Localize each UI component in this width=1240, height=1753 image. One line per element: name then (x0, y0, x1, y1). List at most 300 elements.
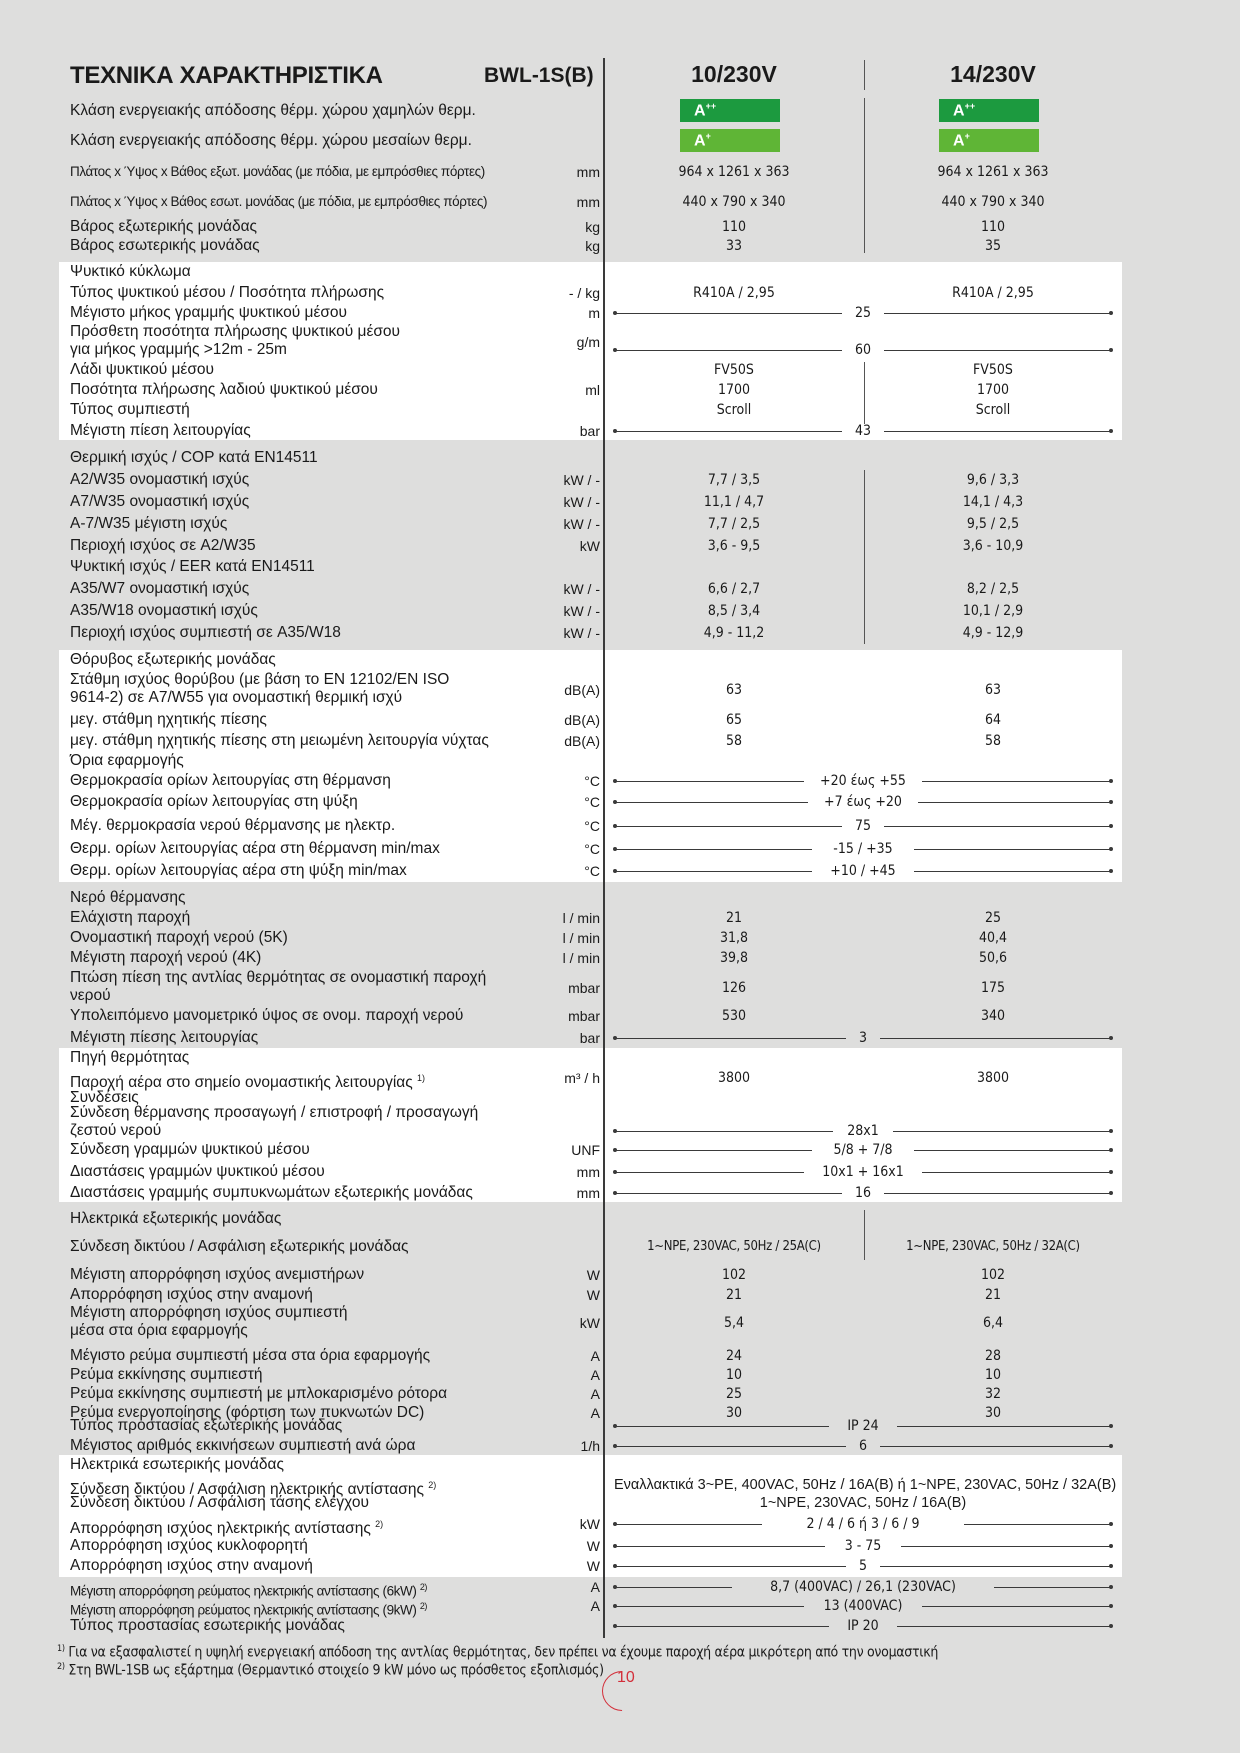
row-label: Μέγιστη απορρόφηση ισχύος συμπιεστή (70, 1304, 348, 1321)
value-col1: 126 (721, 980, 747, 996)
span-value: +7 έως +20 (824, 794, 902, 810)
row-label-text: Σύνδεση γραμμών ψυκτικού μέσου (70, 1141, 310, 1158)
unit: mm (576, 1185, 600, 1201)
value-col1: 63 (725, 682, 743, 698)
row-label (70, 1184, 473, 1202)
value-col1: 5,4 (723, 1315, 745, 1331)
unit: kW / - (563, 472, 600, 488)
row-label (70, 1238, 409, 1256)
energy-class-letter: A (953, 132, 965, 150)
span-value: 28x1 (847, 1123, 879, 1139)
row-label: Πρόσθετη ποσότητα πλήρωσης ψυκτικού μέσου (70, 323, 401, 340)
value-col1: 10 (725, 1367, 743, 1383)
row-label-text: Νερό θέρμανσης (70, 889, 186, 906)
unit: A (590, 1598, 600, 1614)
unit: kW (579, 1516, 600, 1532)
col-separator (864, 60, 865, 90)
unit: W (586, 1558, 600, 1574)
row-label-text: A2/W35 ονομαστική ισχύς (70, 471, 250, 488)
range-span (614, 1163, 1112, 1181)
row-label-text: A35/W18 ονομαστική ισχύς (70, 602, 258, 619)
range-span (614, 1417, 1112, 1435)
energy-class-sup: + (705, 131, 711, 141)
row-label (70, 401, 190, 419)
value-col2: 1~NPE, 230VAC, 50Hz / 32A(C) (906, 1239, 1080, 1254)
row-label-text: Πλάτος x Ύψος x Βάθος εξωτ. μονάδας (με πόδια, με εμπρόσθιες πόρτες) (70, 164, 485, 179)
row-label (70, 602, 258, 620)
value-col1: 3,6 - 9,5 (707, 538, 761, 554)
row-label (70, 1007, 463, 1025)
value-col2: 3,6 - 10,9 (962, 538, 1024, 554)
row-label-text: Απορρόφηση ισχύος ηλεκτρικής αντίστασης (70, 1520, 371, 1538)
span-value: 43 (854, 423, 872, 439)
row-label-text: Ψυκτικό κύκλωμα (70, 263, 191, 280)
row-label (70, 1494, 369, 1512)
row-label (70, 304, 347, 322)
value-col1: 1~NPE, 230VAC, 50Hz / 25A(C) (647, 1239, 821, 1254)
unit: UNF (571, 1142, 600, 1158)
row-label (70, 580, 249, 598)
row-label (70, 1515, 383, 1538)
unit: l / min (562, 930, 600, 946)
row-label-cont: ζεστού νερού (70, 1122, 162, 1139)
unit: mbar (568, 1008, 600, 1024)
unit: - / kg (568, 285, 600, 301)
shared-value: 1~NPE, 230VAC, 50Hz / 16A(B) (759, 1495, 967, 1511)
row-label (70, 163, 485, 181)
value-col2: 58 (984, 733, 1002, 749)
row-label-text: Τύπος προστασίας εσωτερικής μονάδας (70, 1617, 345, 1634)
span-value: IP 20 (847, 1618, 879, 1634)
value-col1: 6,6 / 2,7 (707, 581, 761, 597)
model-name: BWL-1S(B) (484, 64, 594, 87)
range-span (614, 793, 1112, 811)
row-label-text: Μέγιστος αριθμός εκκινήσεων συμπιεστή ανά ώρα (70, 1437, 416, 1454)
row-label-text: Πηγή θερμότητας (70, 1049, 190, 1066)
row-label (70, 449, 318, 467)
row-label (70, 752, 184, 770)
row-label-text: Βάρος εξωτερικής μονάδας (70, 218, 258, 235)
row-label-text: Μέγιστη απορρόφηση ρεύματος ηλεκτρικής αντίστασης (9kW) (70, 1602, 417, 1618)
col-separator (864, 1210, 865, 1260)
unit: °C (584, 841, 600, 857)
value-col2: 964 x 1261 x 363 (937, 164, 1049, 180)
col-separator (864, 470, 865, 644)
value-col2: 25 (984, 910, 1002, 926)
row-label-text: Θόρυβος εξωτερικής μονάδας (70, 651, 276, 668)
span-value: 3 - 75 (844, 1538, 882, 1554)
value-col1: 964 x 1261 x 363 (678, 164, 790, 180)
row-label-text: Μέγιστη παροχή νερού (4K) (70, 949, 262, 966)
value-col2: 4,9 - 12,9 (962, 625, 1024, 641)
col-separator (864, 362, 865, 424)
row-label-text: Μέγιστη απορρόφηση ισχύος ανεμιστήρων (70, 1266, 365, 1283)
row-label (70, 732, 489, 750)
row-label-text: Ονομαστική παροχή νερού (5K) (70, 929, 288, 946)
span-value: +10 / +45 (830, 863, 896, 879)
unit: kW / - (563, 494, 600, 510)
row-label (70, 558, 315, 576)
value-col1: 31,8 (719, 930, 749, 946)
unit: l / min (562, 910, 600, 926)
unit: ml (585, 382, 600, 398)
range-span (614, 1557, 1112, 1575)
row-label (70, 949, 261, 967)
row-label-text: Ρεύμα ενεργοποίησης (φόρτιση των πυκνωτών DC) (70, 1404, 425, 1421)
row-label-text: μεγ. στάθμη ηχητικής πίεσης (70, 711, 267, 728)
energy-class-letter: A (694, 102, 706, 120)
value-col1: 8,5 / 3,4 (707, 603, 761, 619)
row-label-cont: 9614-2) σε A7/W55 για ονομαστική θερμική ισχύ (70, 689, 403, 706)
row-label: Στάθμη ισχύος θορύβου (με βάση το EN 12102/EN ISO (70, 671, 450, 688)
row-label (70, 840, 440, 858)
value-col2: 440 x 790 x 340 (941, 194, 1045, 210)
row-label-text: Σύνδεση δικτύου / Ασφάλιση εξωτερικής μονάδας (70, 1238, 409, 1255)
row-label (70, 1029, 258, 1047)
unit: dB(A) (564, 712, 600, 728)
value-col2: 3800 (976, 1070, 1010, 1086)
value-col2: 32 (984, 1386, 1002, 1402)
span-value: 5 (858, 1558, 867, 1574)
value-col1: 110 (721, 219, 747, 235)
row-label-text: Μέγ. θερμοκρασία νερού θέρμανσης με ηλεκτρ. (70, 817, 396, 834)
row-label (70, 381, 378, 399)
column-header-1: 10/230V (691, 61, 777, 87)
row-label-text: Όρια εφαρμογής (70, 752, 184, 769)
row-label-text: μεγ. στάθμη ηχητικής πίεσης στη μειωμένη λειτουργία νύχτας (70, 732, 489, 749)
value-col1: 25 (725, 1386, 743, 1402)
unit: kW / - (563, 625, 600, 641)
row-label-cont: νερού (70, 987, 111, 1004)
value-col2: 63 (984, 682, 1002, 698)
row-label-text: Διαστάσεις γραμμών ψυκτικού μέσου (70, 1163, 325, 1180)
footnote-ref: 1) (417, 1073, 426, 1083)
range-span (614, 1141, 1112, 1159)
unit: A (590, 1579, 600, 1595)
range-span (614, 1597, 1112, 1615)
footnote-text: Για να εξασφαλιστεί η υψηλή ενεργειακή απόδοση της αντλίας θερμότητας, δεν πρέπει να έχουμε παροχή αέρα μικρότερη από την ονομαστική (68, 1644, 939, 1661)
energy-class-letter: A (953, 102, 965, 120)
row-label-text: Πλάτος x Ύψος x Βάθος εσωτ. μονάδας (με πόδια, με εμπρόσθιες πόρτες) (70, 194, 488, 209)
range-span (614, 1515, 1112, 1533)
unit: W (586, 1267, 600, 1283)
value-col1: 440 x 790 x 340 (682, 194, 786, 210)
column-header-2: 14/230V (950, 61, 1036, 87)
span-value: 75 (854, 818, 872, 834)
value-col1: 530 (721, 1008, 747, 1024)
main-divider (603, 58, 605, 1638)
row-label-text: Περιοχή ισχύος συμπιεστή σε A35/W18 (70, 624, 341, 641)
row-label (70, 1437, 415, 1455)
row-label (70, 1417, 342, 1435)
row-label-text: Μέγιστο ρεύμα συμπιεστή μέσα στα όρια εφαρμογής (70, 1347, 431, 1364)
row-label-text: Σύνδεση δικτύου / Ασφάλιση τάσης ελέγχου (70, 1494, 369, 1511)
unit: °C (584, 818, 600, 834)
footnote-2 (57, 1659, 604, 1679)
row-label (70, 862, 407, 880)
row-label-cont: μέσα στα όρια εφαρμογής (70, 1322, 248, 1339)
span-value: 25 (854, 305, 872, 321)
range-span (614, 341, 1112, 359)
value-col1: 30 (725, 1405, 743, 1421)
unit: m³ / h (564, 1070, 600, 1086)
unit: mm (576, 194, 600, 210)
value-col2: 10 (984, 1367, 1002, 1383)
row-label-text: Θερμοκρασία ορίων λειτουργίας στη ψύξη (70, 793, 358, 810)
footnote-ref: 2) (375, 1519, 384, 1529)
row-label-text: Σύνδεση δικτύου / Ασφάλιση ηλεκτρικής αντίστασης (70, 1481, 424, 1499)
row-label-text: Μέγιστη απορρόφηση ρεύματος ηλεκτρικής αντίστασης (6kW) (70, 1583, 417, 1599)
value-col2: 35 (984, 238, 1002, 254)
row-label-text: Απορρόφηση ισχύος στην αναμονή (70, 1557, 313, 1574)
row-label-text: A7/W35 ονομαστική ισχύς (70, 493, 250, 510)
row-label (70, 193, 487, 211)
range-span (614, 772, 1112, 790)
row-label-text: Περιοχή ισχύος σε A2/W35 (70, 537, 256, 554)
row-label-text: Θερμοκρασία ορίων λειτουργίας στη θέρμανση (70, 772, 391, 789)
value-col1: 7,7 / 2,5 (707, 516, 761, 532)
span-value: IP 24 (847, 1418, 879, 1434)
row-label (70, 929, 288, 947)
row-label (70, 218, 257, 236)
range-span (614, 1029, 1112, 1047)
row-label (70, 651, 276, 669)
footnote-ref: 2) (428, 1480, 437, 1490)
row-label (70, 1366, 262, 1384)
row-label (70, 909, 190, 927)
unit: A (590, 1348, 600, 1364)
unit: l / min (562, 950, 600, 966)
value-col1: R410A / 2,95 (693, 285, 775, 301)
shared-value: Εναλλακτικά 3~PE, 400VAC, 50Hz / 16A(B) ή 1~NPE, 230VAC, 50Hz / 32A(B) (614, 1477, 1117, 1493)
row-label-text: Ρεύμα εκκίνησης συμπιεστή με μπλοκαρισμένο ρότορα (70, 1385, 448, 1402)
value-col1: 7,7 / 3,5 (707, 472, 761, 488)
row-label (70, 889, 186, 907)
span-value: 5/8 + 7/8 (833, 1142, 893, 1158)
footnote-mark: 2) (57, 1662, 65, 1672)
unit: mm (576, 1164, 600, 1180)
row-label (70, 772, 391, 790)
row-label-text: Ρεύμα εκκίνησης συμπιεστή (70, 1366, 263, 1383)
energy-low-label: Κλάση ενεργειακής απόδοσης θέρμ. χώρου χαμηλών θερμ. (70, 102, 476, 119)
range-span (614, 862, 1112, 880)
unit: 1/h (580, 1438, 600, 1454)
row-label (70, 624, 341, 642)
row-label-text: Μέγιστη πίεση λειτουργίας (70, 422, 251, 439)
row-label-text: Ποσότητα πλήρωσης λαδιού ψυκτικού μέσου (70, 381, 378, 398)
row-label (70, 1617, 345, 1635)
value-col1: 65 (725, 712, 743, 728)
row-label (70, 1557, 313, 1575)
span-value: -15 / +35 (833, 841, 893, 857)
row-label-text: Ψυκτική ισχύς / EER κατά EN14511 (70, 558, 315, 575)
unit: °C (584, 794, 600, 810)
span-value: 3 (858, 1030, 867, 1046)
range-span (614, 1184, 1112, 1202)
value-col2: 9,5 / 2,5 (966, 516, 1020, 532)
value-col1: Scroll (716, 402, 752, 418)
value-col1: FV50S (714, 362, 754, 378)
unit: kW / - (563, 516, 600, 532)
value-col2: 8,2 / 2,5 (966, 581, 1020, 597)
range-span (614, 304, 1112, 322)
row-label-text: Ηλεκτρικά εσωτερικής μονάδας (70, 1456, 284, 1473)
row-label (70, 1385, 447, 1403)
span-value: 10x1 + 16x1 (822, 1164, 904, 1180)
row-label-text: Λάδι ψυκτικού μέσου (70, 361, 215, 378)
value-col2: 30 (984, 1405, 1002, 1421)
row-label (70, 263, 191, 281)
span-value: 13 (400VAC) (823, 1598, 903, 1614)
unit: kW (579, 538, 600, 554)
row-label (70, 1210, 281, 1228)
row-label-text: Μέγιστη πίεσης λειτουργίας (70, 1029, 259, 1046)
value-col2: Scroll (975, 402, 1011, 418)
unit: mbar (568, 980, 600, 996)
value-col2: 28 (984, 1348, 1002, 1364)
unit: kg (585, 219, 600, 235)
range-span (614, 840, 1112, 858)
energy-class-sup: ++ (705, 101, 717, 111)
range-span (614, 1617, 1112, 1635)
unit: mm (576, 164, 600, 180)
span-value: 8,7 (400VAC) / 26,1 (230VAC) (770, 1579, 956, 1595)
energy-mid-label: Κλάση ενεργειακής απόδοσης θέρμ. χώρου μεσαίων θερμ. (70, 132, 472, 149)
range-span (614, 1578, 1112, 1596)
energy-class-sup: ++ (964, 101, 976, 111)
row-label-text: Απορρόφηση ισχύος στην αναμονή (70, 1286, 313, 1303)
unit: °C (584, 773, 600, 789)
value-col2: 40,4 (978, 930, 1008, 946)
value-col2: 9,6 / 3,3 (966, 472, 1020, 488)
span-value: 16 (854, 1185, 872, 1201)
value-col2: 175 (980, 980, 1006, 996)
row-label-cont: για μήκος γραμμής >12m - 25m (70, 341, 287, 358)
value-col1: 33 (725, 238, 743, 254)
row-label (70, 361, 214, 379)
unit: dB(A) (564, 682, 600, 698)
row-label: Σύνδεση θέρμανσης προσαγωγή / επιστροφή / προσαγωγή (70, 1104, 479, 1121)
col-separator (864, 98, 865, 253)
unit: m (588, 305, 600, 321)
row-label-text: Θερμ. ορίων λειτουργίας αέρα στη ψύξη min/max (70, 862, 407, 879)
row-label-text: Ηλεκτρικά εξωτερικής μονάδας (70, 1210, 282, 1227)
value-col1: 1700 (717, 382, 751, 398)
range-span (614, 817, 1112, 835)
value-col2: 14,1 / 4,3 (962, 494, 1024, 510)
value-col2: 110 (980, 219, 1006, 235)
value-col2: 6,4 (982, 1315, 1004, 1331)
page-number: 10 (617, 1669, 635, 1686)
footnote-text: Στη BWL-1SB ως εξάρτημα (Θερμαντικό στοιχείο 9 kW μόνο ως πρόσθετος εξοπλισμός) (68, 1662, 604, 1679)
row-label (70, 817, 395, 835)
value-col2: 102 (980, 1267, 1006, 1283)
value-col1: 21 (725, 1287, 743, 1303)
row-label (70, 1163, 325, 1181)
unit: g/m (576, 334, 600, 350)
value-col1: 24 (725, 1348, 743, 1364)
row-label (70, 537, 256, 555)
unit: bar (579, 423, 600, 439)
row-label-text: Συνδέσεις (70, 1089, 139, 1106)
span-value: 6 (858, 1438, 867, 1454)
value-col2: 340 (980, 1008, 1006, 1024)
unit: °C (584, 863, 600, 879)
row-label-text: Τύπος προστασίας εξωτερικής μονάδας (70, 1417, 343, 1434)
row-label (70, 1141, 310, 1159)
row-label: Πτώση πίεση της αντλίας θερμότητας σε ονομαστική παροχή (70, 969, 487, 986)
row-label (70, 237, 260, 255)
unit: W (586, 1538, 600, 1554)
row-label (70, 1347, 430, 1365)
span-value: 2 / 4 / 6 ή 3 / 6 / 9 (806, 1516, 920, 1532)
value-col1: 11,1 / 4,7 (703, 494, 765, 510)
row-label (70, 1266, 364, 1284)
energy-class-letter: A (694, 132, 706, 150)
unit: kg (585, 238, 600, 254)
unit: bar (579, 1030, 600, 1046)
footnote-ref: 2) (419, 1582, 428, 1592)
row-label-text: A-7/W35 μέγιστη ισχύς (70, 515, 228, 532)
span-value: 60 (854, 342, 872, 358)
row-label (70, 1537, 308, 1555)
value-col1: 58 (725, 733, 743, 749)
page-title: ΤΕΧΝΙΚΑ ΧΑΡΑΚΤΗΡΙΣΤΙΚΑ (70, 62, 383, 89)
unit: kW / - (563, 581, 600, 597)
span-value: +20 έως +55 (820, 773, 906, 789)
row-label (70, 284, 384, 302)
row-label (70, 515, 227, 533)
footnote-1 (57, 1641, 938, 1661)
value-col2: FV50S (973, 362, 1013, 378)
footnote-mark: 1) (57, 1644, 65, 1654)
unit: kW / - (563, 603, 600, 619)
unit: A (590, 1367, 600, 1383)
value-col1: 39,8 (719, 950, 749, 966)
row-label-text: Υπολειπόμενο μανομετρικό ύψος σε ονομ. παροχή νερού (70, 1007, 464, 1024)
value-col1: 102 (721, 1267, 747, 1283)
row-label-text: Θερμ. ορίων λειτουργίας αέρα στη θέρμανση min/max (70, 840, 440, 857)
value-col2: 21 (984, 1287, 1002, 1303)
value-col1: 21 (725, 910, 743, 926)
unit: dB(A) (564, 733, 600, 749)
row-label-text: Τύπος ψυκτικού μέσου / Ποσότητα πλήρωσης (70, 284, 385, 301)
value-col2: 1700 (976, 382, 1010, 398)
unit: kW (579, 1315, 600, 1331)
row-label-text: Βάρος εσωτερικής μονάδας (70, 237, 260, 254)
unit: A (590, 1405, 600, 1421)
range-span (614, 1122, 1112, 1140)
row-label (70, 471, 249, 489)
row-label (70, 1286, 313, 1304)
range-span (614, 1437, 1112, 1455)
range-span (614, 422, 1112, 440)
row-label-text: Παροχή αέρα στο σημείο ονομαστικής λειτουργίας (70, 1074, 413, 1092)
value-col2: 10,1 / 2,9 (962, 603, 1024, 619)
row-label-text: Τύπος συμπιεστή (70, 401, 190, 418)
row-label-text: Διαστάσεις γραμμής συμπυκνωμάτων εξωτερικής μονάδας (70, 1184, 473, 1201)
row-label-text: Ελάχιστη παροχή (70, 909, 191, 926)
value-col2: 50,6 (978, 950, 1008, 966)
unit: W (586, 1287, 600, 1303)
value-col1: 4,9 - 11,2 (703, 625, 765, 641)
row-label-text: Απορρόφηση ισχύος κυκλοφορητή (70, 1537, 308, 1554)
row-label (70, 1456, 284, 1474)
energy-class-sup: + (964, 131, 970, 141)
unit: A (590, 1386, 600, 1402)
row-label (70, 711, 267, 729)
row-label (70, 422, 251, 440)
